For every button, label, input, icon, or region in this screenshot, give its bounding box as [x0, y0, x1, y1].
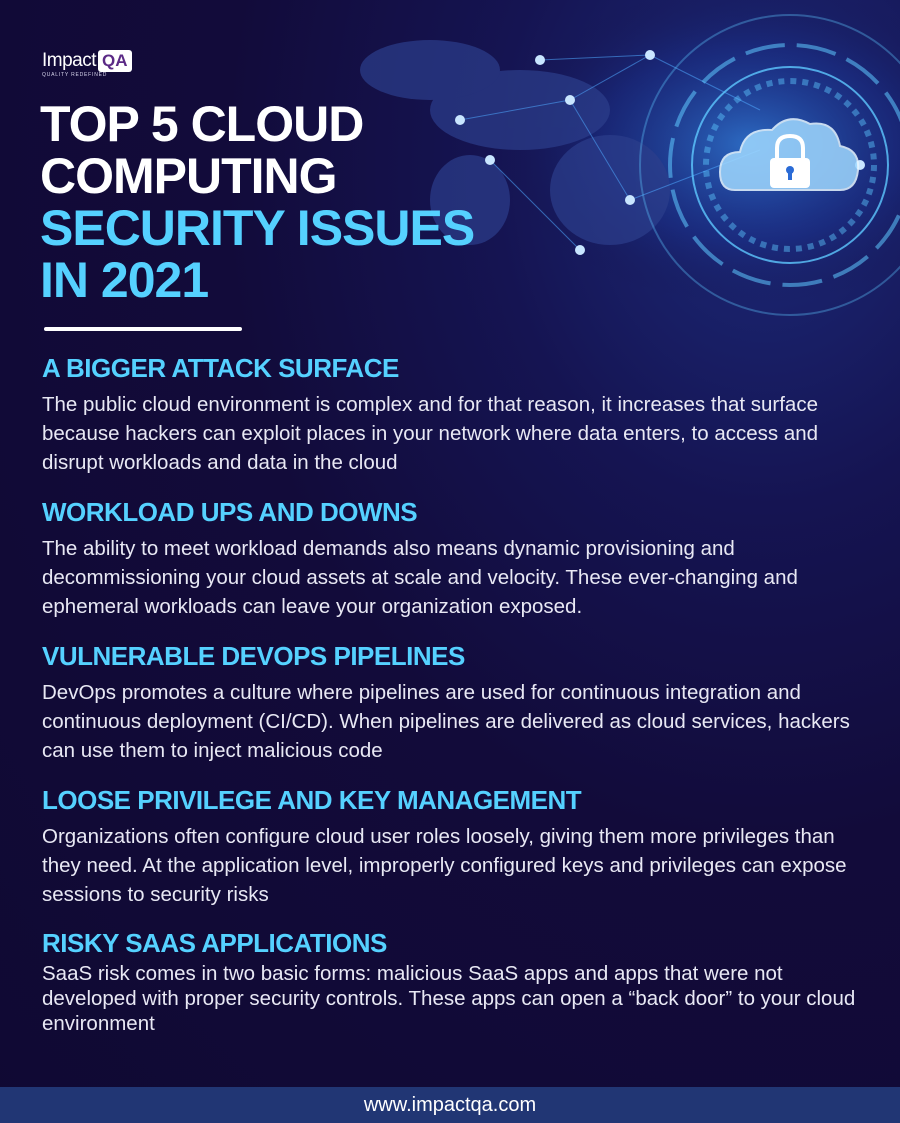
issue-body: Organizations often configure cloud user roles loosely, giving them more privileges than they need. At the application level, improperly configured keys and privileges can expose sessions to security risks [42, 825, 847, 906]
issue-body: DevOps promotes a culture where pipelines are used for continuous integration and continuous deployment (CI/CD). When pipelines are delivered as cloud services, hackers can use them to inject malicious code [42, 681, 850, 762]
issue-heading: LOOSE PRIVILEGE AND KEY MANAGEMENT [42, 785, 582, 815]
title-line-3: SECURITY ISSUES [40, 200, 475, 256]
brand-logo [42, 50, 132, 80]
issue-heading: RISKY SAAS APPLICATIONS [42, 928, 387, 958]
issue-body: SaaS risk comes in two basic forms: malicious SaaS apps and apps that were not developed with proper security controls. These apps can open a “back door” to your cloud environment [42, 962, 856, 1035]
title-line-4: IN 2021 [40, 252, 209, 308]
issue-heading: WORKLOAD UPS AND DOWNS [42, 497, 418, 527]
issue-section [42, 927, 862, 1036]
issue-body: The ability to meet workload demands also means dynamic provisioning and decommissioning your cloud assets at scale and velocity. These ever-changing and ephemeral workloads can leave your organization exposed. [42, 537, 798, 618]
issue-section [42, 640, 862, 765]
issue-section [42, 496, 862, 621]
logo-qa-badge: QA [98, 50, 132, 72]
issue-body: The public cloud environment is complex and for that reason, it increases that surface because hackers can exploit places in your network where data enters, to access and disrupt workloads and data in the cloud [42, 393, 819, 474]
issue-section [42, 352, 862, 477]
website-link[interactable]: www.impactqa.com [363, 1093, 537, 1116]
title-line-2: COMPUTING [40, 148, 337, 204]
logo-wordmark: Impact [42, 50, 97, 71]
issue-heading: A BIGGER ATTACK SURFACE [42, 353, 399, 383]
issue-section [42, 784, 862, 909]
issue-heading: VULNERABLE DEVOPS PIPELINES [42, 641, 465, 671]
logo-tagline: QUALITY REDEFINED [42, 72, 108, 78]
footer-bar [0, 1087, 900, 1123]
page-title [40, 98, 540, 306]
title-line-1: TOP 5 CLOUD [40, 96, 364, 152]
title-divider [44, 327, 242, 331]
